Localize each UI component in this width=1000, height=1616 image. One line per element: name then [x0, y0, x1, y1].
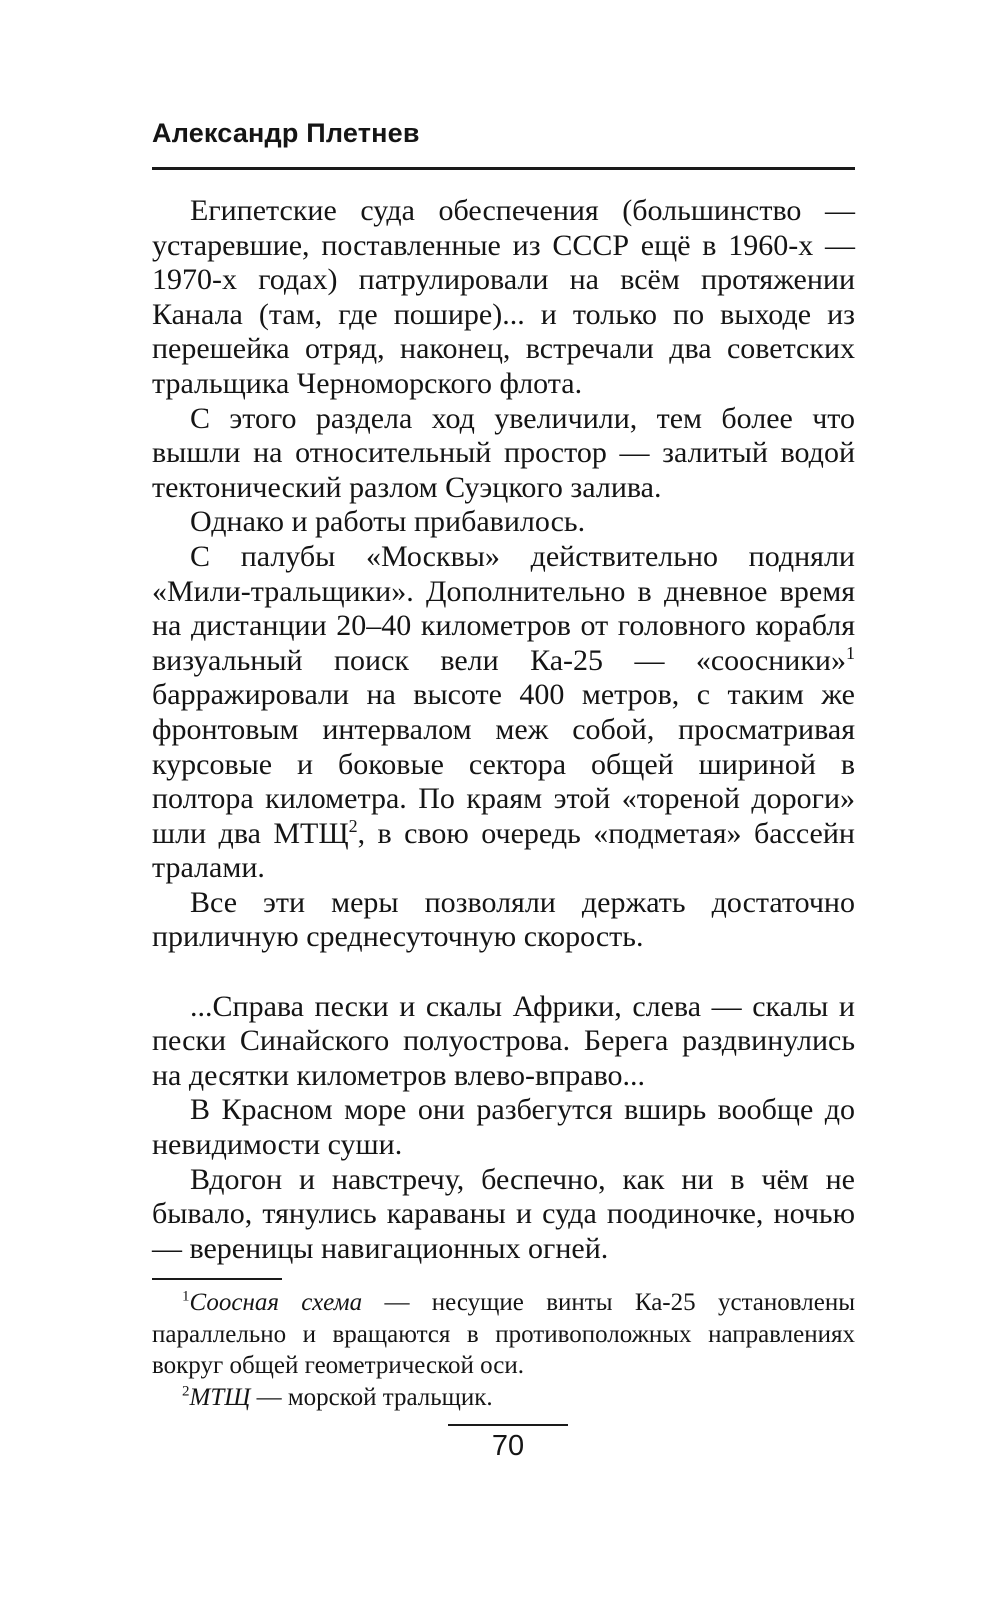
footnote-mark-1: 1	[182, 1288, 190, 1305]
footnote-ref-2[interactable]: 2	[348, 815, 358, 836]
paragraph-text: С палубы «Москвы» действительно подняли «Мили-тральщики». Дополнительно в дневное время на дистанции 20–40 километров от головного корабля визуальный поиск вели Ка-25 — «соосники»	[152, 539, 855, 677]
main-text	[152, 194, 855, 1266]
footnote-ref-1[interactable]: 1	[846, 642, 855, 663]
page-number: 70	[491, 1430, 525, 1462]
paragraph: Египетские суда обеспечения (большинство — устаревшие, поставленные из СССР ещё в 1960-х — 1970-х годах) патрулировали на всём протяжении Канала (там, где пошире)... и только по выходе из перешейка отряд, наконец, встречали два советских тральщика Черноморского флота.	[152, 194, 855, 400]
footnote-1	[152, 1287, 855, 1382]
paragraph-with-footnotes	[152, 540, 855, 886]
footnote-text: — несущие винты Ка-25 установлены параллельно и вращаются в противоположных направлениях вокруг общей геометрической оси.	[152, 1289, 855, 1379]
paragraph: В Красном море они разбегутся вширь вообще до невидимости суши.	[152, 1093, 855, 1162]
footnote-mark-2: 2	[182, 1383, 190, 1400]
footnotes	[152, 1287, 855, 1413]
paragraph: Вдогон и навстречу, беспечно, как ни в чём не бывало, тянулись караваны и суда поодиночке, ночью — вереницы навигационных огней.	[152, 1162, 855, 1265]
paragraph: С этого раздела ход увеличили, тем более что вышли на относительный простор — залитый водой тектонический разлом Суэцкого залива.	[152, 401, 855, 504]
header-rule	[152, 167, 855, 170]
running-head-author: Александр Плетнев	[152, 118, 420, 148]
paragraph: Однако и работы прибавилось.	[190, 505, 586, 539]
footnote-term: МТЩ	[189, 1383, 251, 1411]
footnote-2	[152, 1382, 855, 1414]
footnote-term: Соосная схема	[189, 1289, 363, 1316]
paragraph: Все эти меры позволяли держать достаточно приличную среднесуточную скорость.	[152, 885, 855, 954]
footnote-rule	[152, 1278, 282, 1280]
footnote-text: — морской тральщик.	[250, 1383, 493, 1411]
paragraph-text: барражировали на высоте 400 метров, с таким же фронтовым интервалом меж собой, просматривая курсовые и боковые сектора общей шириной в полтора километра. По краям этой «тореной дороги» шли два МТЩ	[152, 678, 855, 850]
page-number-rule	[448, 1424, 568, 1426]
paragraph-text: , в свою очередь «подметая» бассейн тралами.	[152, 816, 855, 885]
paragraph: ...Справа пески и скалы Африки, слева — скалы и пески Синайского полуострова. Берега раздвинулись на десятки километров влево-вправо...	[152, 989, 855, 1092]
